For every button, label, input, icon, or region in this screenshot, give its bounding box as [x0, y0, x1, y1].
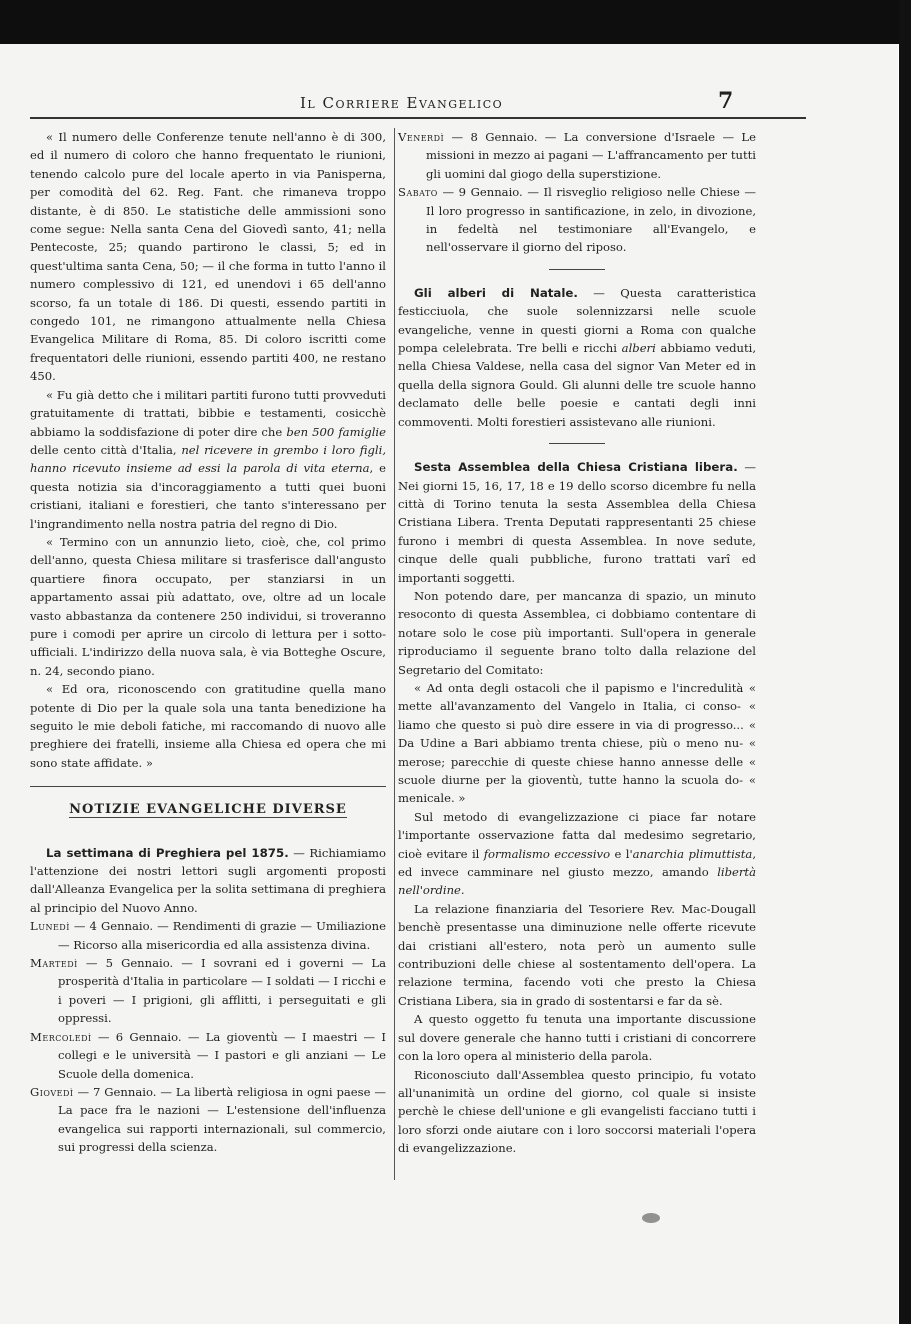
paragraph-settimana	[30, 844, 386, 918]
running-header-title: Il Corriere Evangelico	[300, 94, 504, 112]
day-name: Venerdì	[398, 130, 445, 144]
italic-run: alberi	[621, 341, 656, 356]
text-run: — Nei giorni 15, 16, 17, 18 e 19 dello scorso dicembre fu nella città di Torino tenuta la sesta Assemblea della Chiesa Cristiana Libera. Trenta Deputati rappresentanti 25 chiese furono i membri di questa Assemblea. In nove sedute, cinque delle quali pubbliche, furono trattati varî ed importanti soggetti.	[398, 460, 757, 585]
paragraph-conclusione: « Ed ora, riconoscendo con gratitudine quella mano potente di Dio per la quale sola una tanta benedizione ha seguito le mie deboli fatiche, mi raccomando di nuovo alle preghiere dei fratelli, insieme alla Chiesa ed opera che mi sono state affidate. »	[30, 682, 386, 770]
paragraph-metodo	[398, 808, 756, 900]
italic-run: anarchia plimuttista	[632, 846, 753, 861]
scan-top-border	[0, 0, 911, 44]
prayer-day-entry	[30, 954, 386, 1028]
prayer-day-entry	[30, 917, 386, 954]
paragraph-ordine-del-giorno: Riconosciuto dall'Assemblea questo principio, fu votato all'unanimità un ordine del giorno, col quale si insiste perchè le chiese dell'unione e gli evangelisti facciano tutti i loro sforzi onde aiutare con i loro soccorsi materiali l'opera di evangelizzazione.	[398, 1067, 756, 1156]
short-rule	[549, 269, 605, 270]
italic-run: ben 500 famiglie	[286, 424, 386, 439]
day-topics: — 4 Gennaio. — Rendimenti di grazie — Umiliazione — Ricorso alla misericordia ed alla assistenza divina.	[58, 919, 386, 952]
column-divider	[394, 128, 395, 1180]
paragraph-sesta-assemblea	[398, 458, 756, 587]
text-run: , e questa notizia sia d'incoraggiamento a tutti quei buoni cristiani, italiani e forestieri, che tanto s'interessano per l'ingrandimento nella nostra patria del regno di Dio.	[30, 461, 386, 531]
italic-run: formalismo eccessivo	[483, 846, 611, 861]
article-lead: Gli alberi di Natale.	[414, 285, 578, 300]
section-heading	[30, 801, 386, 821]
day-topics: — 8 Gennaio. — La conversione d'Israele — Le missioni in mezzo ai pagani — L'affrancamento per tutti gli uomini dal giogo della superstizione.	[426, 130, 756, 181]
paragraph-relazione: La relazione finanziaria del Tesoriere Rev. Mac-Dougall benchè presentasse una diminuzione nelle offerte ricevute dai cristiani all'estero, nota però un aumento sulle contribuzioni delle chiese al sostentamento dell'opera. La relazione termina, facendo voti che presto la Chiesa Cristiana Libera, sia in grado di sostentarsi e far da sè.	[398, 901, 756, 1008]
short-rule	[549, 443, 605, 444]
ink-blot	[642, 1213, 660, 1223]
section-rule	[30, 786, 386, 787]
text-run: — Questa caratteristica festicciuola, che suole solennizzarsi nelle scuole evangeliche, venne in questi giorni a Roma con qualche pompa celelebrata. Tre belli e ricchi	[398, 285, 756, 356]
day-name: Lunedì	[30, 919, 70, 934]
prayer-day-entry	[30, 1083, 386, 1157]
section-heading-text: NOTIZIE EVANGELICHE DIVERSE	[69, 802, 347, 818]
text-run: « Fu già detto che i militari partiti furono tutti provveduti gratuitamente di trattati, bibbie e testamenti, cosicchè abbiamo la soddisfazione di poter dire che	[30, 387, 386, 439]
article-lead: La settimana di Preghiera pel 1875.	[46, 845, 289, 860]
paragraph-resoconto: Non potendo dare, per mancanza di spazio, un minuto resoconto di questa Assemblea, ci dobbiamo contentare di notare solo le cose più importanti. Sull'opera in generale riproduciamo il seguente brano tolto dalla relazione del Segretario del Comitato:	[398, 588, 756, 677]
day-topics: — 6 Gennaio. — La gioventù — I maestri — I collegi e le università — I pastori e gli anziani — Le Scuole della domenica.	[58, 1029, 386, 1081]
article-lead: Sesta Assemblea della Chiesa Cristiana libera.	[414, 460, 738, 475]
text-run: delle cento città d'Italia,	[30, 442, 182, 457]
text-run: , ed invece camminare nel giusto mezzo, amando	[398, 846, 756, 880]
day-topics: — 9 Gennaio. — Il risveglio religioso nelle Chiese — Il loro progresso in santificazione, in zelo, in divozione, in fedeltà nel testimoniare all'Evangelo, e nell'osservare il giorno del riposo.	[426, 185, 756, 255]
prayer-day-entry	[398, 128, 756, 183]
day-name: Sabato	[398, 185, 438, 200]
quoted-passage: « Ad onta degli ostacoli che il papismo e l'incredulità « mette all'avanzamento del Vangelo in Italia, ci conso- « liamo che questo si può dire essere in via di progresso... « Da Udine a Bari abbiamo trenta chiese, più o meno nu- « merose; parecchie di queste chiese hanno annesse delle « scuole diurne per la gioventù, tutte hanno la scuola do- « menicale. »	[398, 680, 756, 806]
prayer-day-entry	[30, 1028, 386, 1083]
text-run: Sul metodo di evangelizzazione ci piace far notare l'importante osservazione fatta dal medesimo segretario, cioè evitare il	[398, 809, 756, 861]
day-topics: — 5 Gennaio. — I sovrani ed i governi — La prosperità d'Italia in particolare — I soldati — I ricchi e i poveri — I prigioni, gli afflitti, i perseguitati e gli oppressi.	[58, 956, 386, 1026]
header-rule	[30, 117, 806, 119]
italic-run: nel ricevere in grembo i loro figli, hanno ricevuto insieme ad essi la parola di vita eterna	[30, 442, 386, 476]
paragraph-militari	[30, 386, 386, 533]
day-topics: — 7 Gennaio. — La libertà religiosa in ogni paese — La pace fra le nazioni — L'estensione dell'influenza evangelica sui rapporti internazionali, sul commercio, sui progressi della scienza.	[58, 1084, 386, 1155]
text-run: e l'	[610, 846, 633, 861]
day-name: Mercoledì	[30, 1029, 92, 1044]
day-name: Giovedì	[30, 1084, 74, 1099]
text-run: abbiamo veduti, nella Chiesa Valdese, nella casa del signor Van Meter ed in quella della signora Gould. Gli alunni delle tre scuole hanno declamato delle belle poesie e cantati degli inni commoventi. Molti forestieri assistevano alle riunioni.	[398, 341, 757, 429]
left-column	[30, 128, 386, 1157]
paragraph-alberi	[398, 284, 756, 431]
right-column	[398, 128, 756, 1158]
prayer-day-entry	[398, 183, 756, 257]
italic-run: libertà nell'ordine	[398, 865, 756, 898]
scan-right-border	[899, 0, 911, 1324]
paragraph-annunzio: « Termino con un annunzio lieto, cioè, che, col primo dell'anno, questa Chiesa militare si trasferisce dall'angusto quartiere finora occupato, per stanziarsi in un appartamento assai più adattato, ove, oltre ad un locale vasto abbastanza da contenere 250 individui, si troveranno pure i comodi per aprire un circolo di lettura per i sotto-ufficiali. L'indirizzo della nuova sala, è via Botteghe Oscure, n. 24, secondo piano.	[30, 534, 386, 678]
paragraph-discussione: A questo oggetto fu tenuta una importante discussione sul dovere generale che hanno tutti i cristiani di concorrere con la loro opera al ministerio della parola.	[398, 1012, 756, 1064]
text-run: — Richiamiamo l'attenzione dei nostri lettori sugli argomenti proposti dall'Alleanza Evangelica per la solita settimana di preghiera al principio del Nuovo Anno.	[30, 845, 386, 915]
day-name: Martedì	[30, 956, 78, 971]
paragraph-conferenze: « Il numero delle Conferenze tenute nell'anno è di 300, ed il numero di coloro che hanno frequentato le riunioni, tenendo calcolo pure del locale aperto in via Panisperna, per comodità del 62. Reg. Fant. che rimaneva troppo distante, è di 850. Le statistiche delle ammissioni sono come segue: Nella santa Cena del Giovedì santo, 41; nella Pentecoste, 25; quando partirono le classi, 5; ed in quest'ultima santa Cena, 50; — il che forma in tutto l'anno il numero complessivo di 121, ed unendovi i 65 dell'anno scorso, fa un totale di 186. Di questi, essendo partiti in congedo 101, ne rimangono attualmente nella Chiesa Evangelica Militare di Roma, 85. Di coloro iscritti come frequentatori delle riunioni, essendo partiti 400, ne restano 450.	[30, 130, 386, 384]
text-run: .	[460, 883, 465, 898]
page-number: 7	[718, 88, 734, 114]
